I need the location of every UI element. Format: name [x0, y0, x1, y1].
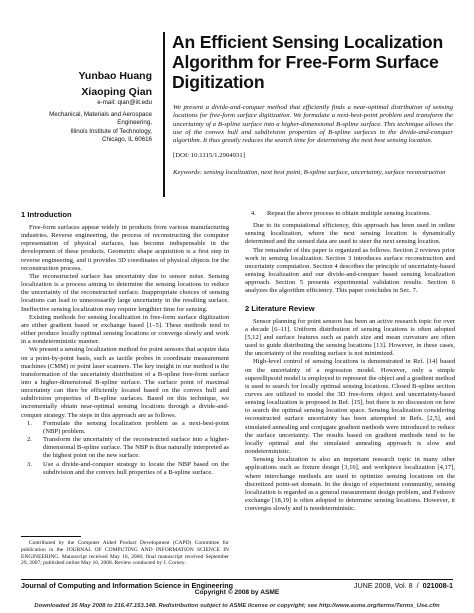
issue-info: JUNE 2008, Vol. 8 / 021008-1: [353, 581, 453, 590]
author-name: Yunbao Huang: [78, 70, 152, 82]
paragraph: The remainder of this paper is organized as follows. Section 2 reviews prior work in sensing localization. Section 3 introduces surface reconstruction and uncertainty computation. Section 4 describes the principle of uncertainty-based sensing localization and our divide-and-conquer based sensing localization approach. Section 5 presents experimental validation results. Section 6 analyzes the algorithm efficiency. This paper concludes in Sec. 7.: [245, 246, 455, 295]
paragraph: Existing methods for sensing localization in free-form surface digitization are either gradient based or exchange based [1–5]. These methods tend to either produce locally optimal sensing locations or converge slowly and work in a nondeterministic manner.: [21, 313, 229, 346]
author-block: [0, 70, 152, 145]
footnote-rule: [21, 536, 81, 537]
paragraph: Free-form surfaces appear widely in products from various manufacturing industries. Reverse engineering, the process of reconstructing the computer representation of physical surfaces, has become indispensable in the development of these products. Geometric shape acquisition is a first step in reverse engineering, and it provides 3D coordinates of physical objects for the reconstruction process.: [21, 224, 229, 272]
right-column: [245, 210, 455, 513]
download-notice[interactable]: Downloaded 16 May 2008 to 216.47.153.148. Redistribution subject to ASME license or copyright; see http://www.asme.org/terms/Terms_Use.cfm: [34, 603, 440, 609]
copyright: Copyright © 2008 by ASME: [194, 589, 280, 596]
paragraph: High-level control of sensing locations is demonstrated in Ref. [14] based on the uncertainty of a regression model. However, only a simple superellipsoid model is employed to represent the object and a gradient method is used to search for locally optimal sensing locations. Closed B-spline section curves are utilized to model the 3D free-form object and uncertainty-based sensing localization is proposed in Ref. [15], but there is no discussion on how to search the optimal sensing location space. Sensing localization considering reconstructed surface uncertainty has been attempted in Refs. [2,5], and simulated annealing and conjugate gradient methods were introduced to reduce the surface uncertainty. The results based on gradient methods tend to be locally optimal and the simulated annealing approach is slow and nondeterministic.: [245, 358, 455, 456]
title-divider: [163, 32, 165, 197]
paragraph: We present a sensing localization method for point sensors that acquire data on a point-by-point basis, such as tactile probes in coordinate measurement machines (CMM) or point laser scanners. The key insight in our method is the transformation of the uncertainty distribution of a B-spline free-form surface into a higher-dimensional B-spline surface. The surface point of maximal uncertainty can then be efficiently located based on the convex hull and subdivision properties of B-spline surfaces. Based on this technique, we incrementally obtain near-optimal sensing locations through a divide-and-conquer strategy. The steps in this approach are as follows.: [21, 346, 229, 419]
author-name: Xiaoping Qian: [81, 86, 152, 98]
abstract: We present a divide-and-conquer method that efficiently finds a near-optimal distribution of sensing locations for free-form surface digitization. We formulate a next-best-point problem and transform the uncertainty of a B-spline surface into a higher-dimensional B-spline surface. This technique allows the use of the convex hull and subdivision properties of B-spline surfaces in the divide-and-conquer algorithm. It thus greatly reduces the search time for determining the next best sensing location.: [173, 104, 453, 145]
author-email: e-mail: qian@iit.edu: [97, 99, 152, 106]
doi-link[interactable]: [DOI: 10.1115/1.2904931]: [173, 152, 246, 159]
paragraph: Sensor planning for point sensors has been an active research topic for over a decade [6–11]. Uniform distribution of sensing locations is often adopted [5,12] and surface features such as patch size and mean curvature are often used to guide distributing the sensing locations [13]. However, in these cases, the uncertainty of the resulting surface is not minimized.: [245, 317, 455, 358]
section-heading: 2 Literature Review: [245, 303, 315, 313]
section-heading: 1 Introduction: [21, 210, 72, 219]
footnote: Contributed by the Computer Aided Product Development (CAPD) Committee for publication in the JOURNAL OF COMPUTING AND INFORMATION SCIENCE IN ENGINEERING. Manuscript received May 16, 2006; final manuscript received September 29, 2007; published online May 16, 2008. Review conducted by J. Corney.: [21, 540, 229, 567]
paragraph: Sensing localization is also an important research topic in many other applications such as fixture design [3,16], and workpiece localization [4,17], where interchange methods are used to optimize sensing locations on the discretized point-set domain. In the design of experiment community, sensing localization is regarded as a general measurement design problem, and Fedorov exchange [18,19] is often adopted to determine sensing locations. However, it converges slowly and is nondeterministic.: [245, 456, 456, 513]
paragraph: The reconstructed surface has uncertainty due to sensor noise. Sensing localization is a process aiming to determine the sensing locations to reduce the uncertainty of the reconstructed surface. Inappropriate choices of sensing locations can lead to unnecessarily large uncertainty in the resulting surface. Ineffective sensing localization may require lengthier time for sensing.: [21, 272, 229, 313]
journal-name: Journal of Computing and Information Science in Engineering: [21, 581, 234, 590]
page-id: 021008-1: [422, 581, 453, 590]
issue-date: JUNE 2008, Vol. 8: [353, 581, 413, 590]
list-item: 4. Repeat the above process to obtain multiple sensing locations.: [251, 210, 431, 217]
footer-rule: [21, 579, 453, 580]
list-item: 2. Transform the uncertainty of the reconstructed surface into a higher-dimensional B-spline surface. The NBP is thus naturally interpreted as the highest point on the new surface.: [27, 436, 229, 460]
paper-title: An Efficient Sensing Localization Algorithm for Free-Form Surface Digitization: [172, 32, 444, 92]
author-affiliation: Mechanical, Materials and Aerospace Engineering, Illinois Institute of Technology, Chicago, IL 60616: [49, 111, 152, 144]
list-item: 1. Formulate the sensing localization problem as a next-best-point (NBP) problem.: [27, 419, 229, 435]
list-item: 3. Use a divide-and-conquer strategy to locate the NBP based on the subdivision and the convex hull properties of a B-spline surface.: [27, 460, 229, 476]
keywords: Keywords: sensing localization, next best point, B-spline surface, uncertainty, surface reconstruction: [173, 169, 446, 176]
left-column: [21, 210, 229, 477]
paragraph: Due to its computational efficiency, this approach has been used in online sensing localization, where the next sensing location is dynamically determined and the sensed data are used to steer the next sensing location.: [245, 222, 455, 246]
